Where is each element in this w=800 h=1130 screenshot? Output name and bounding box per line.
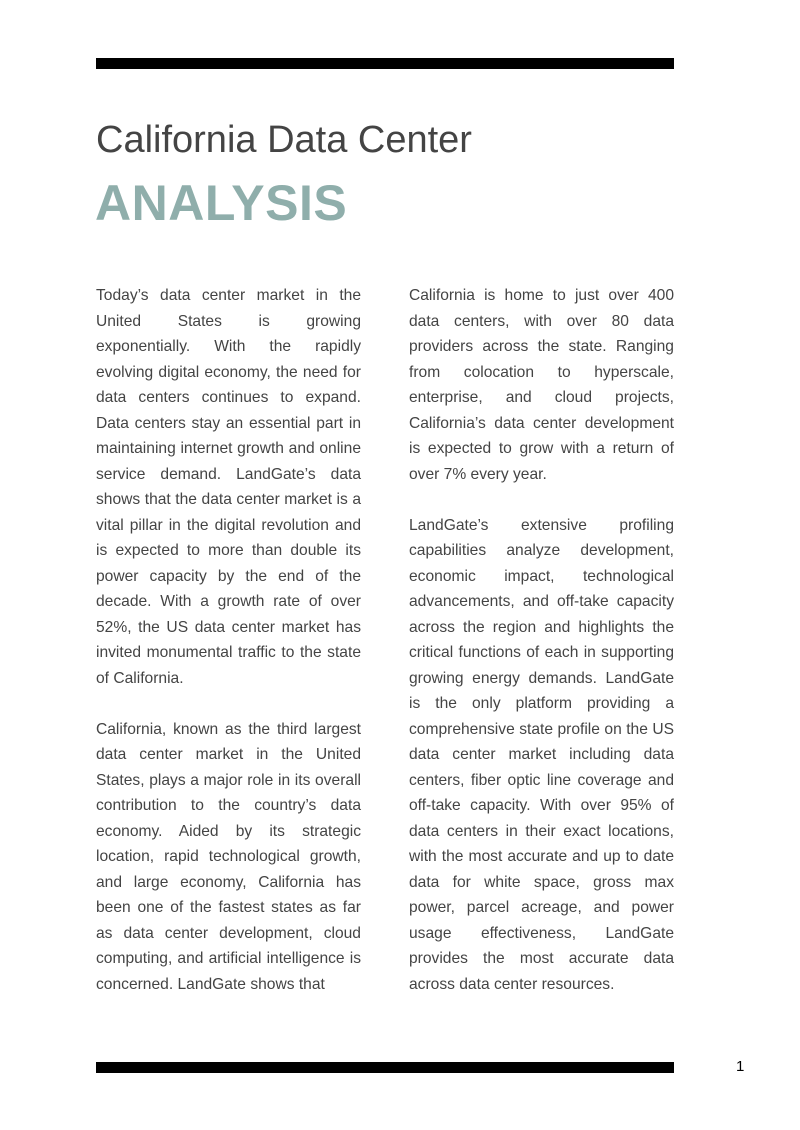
paragraph: California is home to just over 400 data centers, with over 80 data providers across the state. Ranging from colocation to hyperscale, enterprise, and cloud projects, California’s data center development is expected to grow with a return of over 7% every year. [409, 287, 674, 483]
top-rule [96, 58, 674, 69]
right-column [409, 283, 674, 997]
paragraph: California, known as the third largest data center market in the United States, plays a major role in its overall contribution to the country’s data economy. Aided by its strategic location, rapid technological growth, and large economy, California has been one of the fastest states as far as data center development, cloud computing, and artificial intelligence is concerned. LandGate shows that [96, 720, 361, 993]
page-subtitle: ANALYSIS [95, 175, 348, 231]
page-number: 1 [736, 1058, 745, 1075]
bottom-rule [96, 1062, 674, 1073]
left-column [96, 283, 361, 997]
paragraph: LandGate’s extensive profiling capabilities analyze development, economic impact, technological advancements, and off-take capacity across the region and highlights the critical functions of each in supporting growing energy demands. LandGate is the only platform providing a comprehensive state profile on the US data center market including data centers, fiber optic line coverage and off-take capacity. With over 95% of data centers in their exact locations, with the most accurate and up to date data for white space, gross max power, parcel acreage, and power usage effectiveness, LandGate provides the most accurate data across data center resources. [409, 516, 674, 993]
paragraph: Today’s data center market in the United States is growing exponentially. With the rapidly evolving digital economy, the need for data centers continues to expand. Data centers stay an essential part in maintaining internet growth and online service demand. LandGate’s data shows that the data center market is a vital pillar in the digital revolution and is expected to more than double its power capacity by the end of the decade. With a growth rate of over 52%, the US data center market has invited monumental traffic to the state of California. [96, 287, 361, 687]
page-title: California Data Center [96, 119, 472, 161]
